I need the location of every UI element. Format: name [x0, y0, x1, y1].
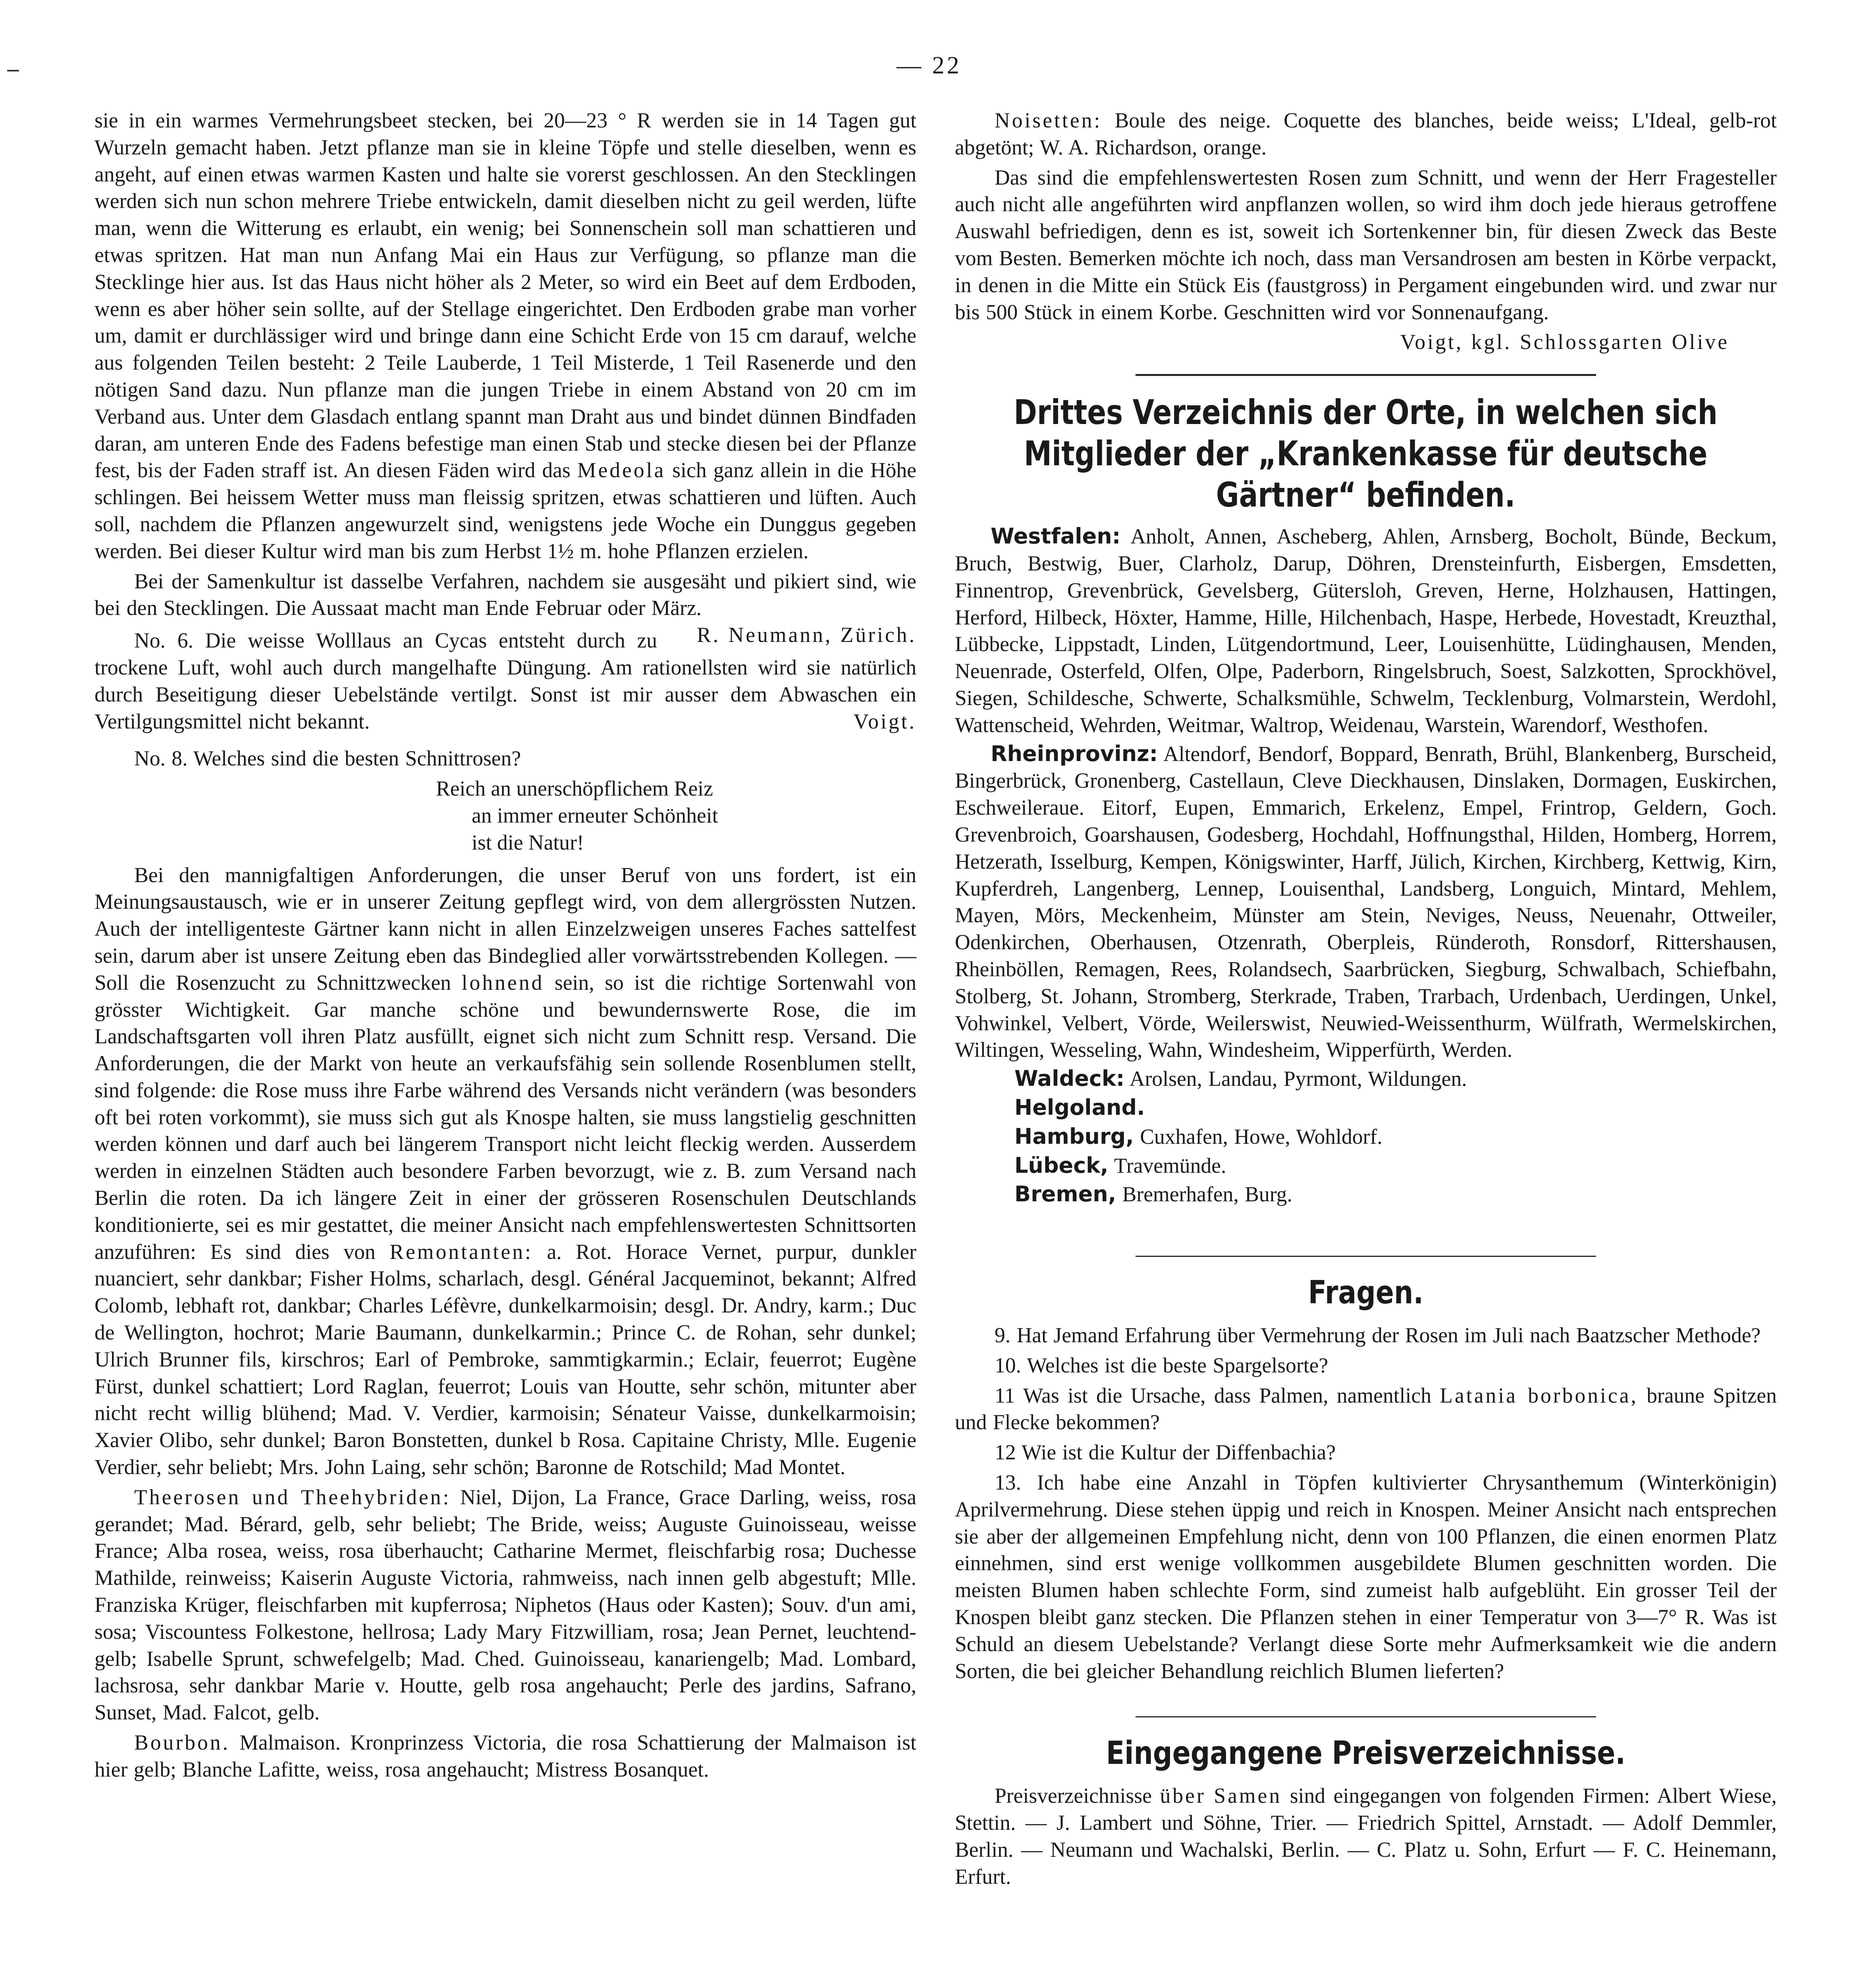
- region-helgoland: Helgoland.: [1014, 1095, 1145, 1120]
- author-signature: R. Neumann, Zürich.: [697, 623, 916, 647]
- section-heading-fragen: Fragen.: [1308, 1274, 1424, 1311]
- plant-name-latania: Latania borbonica,: [1440, 1383, 1638, 1407]
- question-item: 12 Wie ist die Kultur der Diffenbachia?: [995, 1440, 1336, 1465]
- section-divider: [1136, 1256, 1596, 1257]
- region-rheinprovinz: Rheinprovinz: Altendorf, Bendorf, Boppard, Benrath, Brühl, Blankenberg, Burscheid, Bingerbrück, Gronenberg, Castellaun, Cleve Dieckhausen, Dinslaken, Dormagen, Euskirchen, Eschweileraue. Eitorf, Eupen, Emmarich, Erkelenz, Empel, Frintrop, Geldern, Goch. Grevenbroich, Goarshausen, Godesberg, Hochdahl, Hoffnungsthal, Hilden, Homberg, Horrem, Hetzerath, Isselburg, Kempen, Königswinter, Harff, Jülich, Kirchen, Kirchberg, Kettwig, Kirn, Kupferdreh, Langenberg, Lennep, Louisenthal, Landsberg, Longuich, Mintard, Mehlem, Mayen, Mörs, Meckenheim, Münster am Stein, Neviges, Neuss, Neuenahr, Ottweiler, Odenkirchen, Oberhausen, Otzenrath, Oberpleis, Ründeroth, Ronsdorf, Rittershausen, Rheinböllen, Remagen, Rees, Rolandsech, Saarbrücken, Siegburg, Schwalbach, Schiefbahn, Stolberg, St. Johann, Stromberg, Sterkrade, Traben, Trarbach, Urdenbach, Uerdingen, Unkel, Vohwinkel, Velbert, Vörde, Weilerswist, Neuwied-Weissenthurm, Wülfrath, Wermelskirchen, Wiltingen, Wesseling, Wahn, Windesheim, Wipperfürth, Werden.: [955, 741, 1777, 1062]
- region-westfalen: Westfalen: Anholt, Annen, Ascheberg, Ahlen, Arnsberg, Bocholt, Bünde, Beckum, Bruch, Bestwig, Buer, Clarholz, Darup, Döhren, Drensteinfurth, Eisbergen, Emsdetten, Finnentrop, Grevenbrück, Gevelsberg, Gütersloh, Greven, Herne, Holzhausen, Hattingen, Herford, Hilbeck, Höxter, Hamme, Hille, Hilchenbach, Haspe, Herbede, Hovestadt, Kreuzthal, Lübbecke, Lippstadt, Linden, Lütgendortmund, Leer, Louisenhütte, Lüdinghausen, Menden, Neuenrade, Osterfeld, Olfen, Olpe, Paderborn, Ringelsbruch, Soest, Salzkotten, Sprockhövel, Siegen, Schildesche, Schwerte, Schalksmühle, Schwelm, Tecklenburg, Volmarstein, Werdohl, Wattenscheid, Wehrden, Weitmar, Waltrop, Weidenau, Warstein, Warendorf, Westhofen.: [955, 524, 1777, 737]
- region-bremen: Bremen, Bremerhafen, Burg.: [1014, 1181, 1292, 1207]
- schnittrosen-paragraph: Bei den mannigfaltigen Anforderungen, die unser Beruf von uns fordert, ist ein Meinungsaustausch, wie er in unserer Zeitung gepflegt wird, von dem allergrössten Nutzen. Auch der intelligenteste Gärtner kann nicht in allen Einzelzweigen unseres Faches sattelfest sein, darum aber ist unsere Zeitung eben das Bindeglied aller vorwärtsstrebenden Kollegen. — Soll die Rosenzucht zu Schnittzwecken lohnend sein, so ist die richtige Sortenwahl von grösster Wichtigkeit. Gar manche schöne und bewundernswerte Rose, die im Landschaftsgarten voll ihren Platz ausfüllt, eignet sich nicht zum Schnitt resp. Versand. Die Anforderungen, die der Markt von heute an verkaufsfähig sein sollende Rosenblumen stellt, sind folgende: die Rose muss ihre Farbe während des Versands nicht verändern (was besonders oft bei roten vorkommt), sie muss sich gut als Knospe halten, sie muss langstielig geschnitten werden können und darf auch bei längerem Transport nicht leicht fleckig werden. Ausserdem werden in einzelnen Städten auch besondere Farben bevorzugt, wie z. B. zum Versand nach Berlin die roten. Da ich längere Zeit in einer der grösseren Rosenschulen Deutschlands konditionierte, sei es mir gestattet, die meiner Ansicht nach empfehlenswertesten Schnittsorten anzuführen: Es sind dies von Remontanten: a. Rot. Horace Vernet, purpur, dunkler nuanciert, sehr dankbar; Fisher Holms, scharlach, desgl. Général Jacqueminot, bekannt; Alfred Colomb, lebhaft rot, dankbar; Charles Léfèvre, dunkelkarmoisin; desgl. Dr. Andry, karm.; Duc de Wellington, hochrot; Marie Baumann, dunkelkarmin.; Prince C. de Rohan, sehr dunkel; Ulrich Brunner fils, kirschros; Earl of Pembroke, sammtigkarmin.; Eclair, feuerrot; Eugène Fürst, dunkel schattiert; Lord Raglan, feuerrot; Louis van Houtte, sehr schön, mitunter aber nicht recht willig blühend; Mad. V. Verdier, karmoisin; Sénateur Vaisse, dunkelkarmoisin; Xavier Olibo, sehr dunkel; Baron Bonstetten, dunkel b Rosa. Capitaine Christy, Mlle. Eugenie Verdier, sehr beliebt; Mrs. John Laing, sehr schön; Baronne de Rotschild; Mad Montet.: [94, 863, 917, 1479]
- right-column: [955, 107, 1777, 1894]
- question-item: 10. Welches ist die beste Spargelsorte?: [995, 1353, 1328, 1377]
- theerosen-paragraph: Theerosen und Theehybriden: Niel, Dijon, La France, Grace Darling, weiss, rosa gerandet; Mad. Bérard, gelb, sehr beliebt; The Bride, weiss; Auguste Guinoisseau, weisse France; Alba rosea, weiss, rosa überhaucht; Catharine Mermet, fleischfarbig rosa; Duchesse Mathilde, reinweiss; Kaiserin Auguste Victoria, rahmweiss, nach innen gelb abgestuft; Mlle. Franziska Krüger, fleischfarben mit kupferrosa; Niphetos (Haus oder Kasten); Souv. d'un ami, sosa; Viscountess Folkestone, hellrosa; Lady Mary Fitzwilliam, rosa; Jean Pernet, leuchtend-gelb; Isabelle Sprunt, schwefelgelb; Mad. Ched. Guinoisseau, kanariengelb; Mad. Lombard, lachsrosa, sehr dankbar Marie v. Houtte, gelb rosa angehaucht; Perle des jardins, Safrano, Sunset, Mad. Falcot, gelb.: [94, 1485, 916, 1725]
- question-item: 13. Ich habe eine Anzahl in Töpfen kultivierter Chrysanthemum (Winterkönigin) Aprilvermehrung. Diese stehen üppig und reich in Knospen. Meiner Ansicht nach entsprechen sie aber der allgemeinen Empfehlung nicht, denn von 100 Pflanzen, die einen enormen Platz einnehmen, sind erst wenige vollkommen ausgebildete Blumen geschnitten worden. Die meisten Blumen haben schlechte Form, sind zumeist halb aufgeblüht. Ein grosser Teil der Knospen bleibt ganz stecken. Die Pflanzen stehen in einer Temperatur von 3—7° R. Was ist Schuld an diesem Uebelstande? Verlangt diese Sorte mehr Aufmerksamkeit wie die andern Sorten, die bei gleicher Behandlung reichlich Blumen lieferten?: [955, 1470, 1777, 1683]
- verse-quote: [436, 775, 916, 856]
- region-hamburg: Hamburg, Cuxhafen, Howe, Wohldorf.: [1014, 1124, 1382, 1149]
- verse-line: ist die Natur!: [472, 830, 584, 854]
- section-divider: [1136, 374, 1596, 376]
- author-signature: Voigt.: [853, 709, 916, 733]
- region-luebeck: Lübeck, Travemünde.: [1014, 1152, 1226, 1178]
- medeola-culture-paragraph: sie in ein warmes Vermehrungsbeet stecken, bei 20—23 ° R werden sie in 14 Tagen gut Wurzeln gemacht haben. Jetzt pflanze man sie in kleine Töpfe und stelle dieselben, wenn es angeht, auf einen etwas warmen Kasten und halte sie vorerst geschlossen. An den Stecklingen werden sich nun schon mehrere Triebe entwickeln, damit dieselben nicht zu geil werden, lüfte man, wenn die Witterung es erlaubt, ein wenig; bei Sonnenschein soll man schattieren und etwas spritzen. Hat man nun Anfang Mai ein Haus zur Verfügung, so pflanze man die Stecklinge hier aus. Ist das Haus nicht höher als 2 Meter, so wird ein Beet auf dem Erdboden, wenn es aber höher sein sollte, auf der Stellage eingerichtet. Den Erdboden grabe man vorher um, damit er durchlässiger wird und bringe dann eine Schicht Erde von 15 cm darauf, welche aus folgenden Teilen besteht: 2 Teile Lauberde, 1 Teil Misterde, 1 Teil Rasenerde und den nötigen Sand dazu. Nun pflanze man die jungen Triebe in einem Abstand von 20 cm im Verband aus. Unter dem Glasdach entlang spannt man Draht aus und bindet dünnen Bindfaden daran, am unteren Ende des Fadens befestige man einen Stab und stecke diesen bei der Pflanze fest, bis der Faden straff ist. An diesen Fäden wird das Medeola sich ganz allein in die Höhe schlingen. Bei heissem Wetter muss man fleissig spritzen, etwas schattieren und lüften. Auch soll, nachdem die Pflanzen angewurzelt sind, wenigstens jede Woche ein Dunggus gegeben werden. Bei dieser Kultur wird man bis zum Herbst 1½ m. hohe Pflanzen erzielen.: [94, 108, 916, 563]
- questions-list: [955, 1322, 1777, 1684]
- seed-culture-paragraph: Bei der Samenkultur ist dasselbe Verfahren, nachdem sie ausgesäht und pikiert sind, wie bei den Stecklingen. Die Aussaat macht man Ende Februar oder März. R. Neumann, Zürich.: [94, 568, 916, 622]
- closing-paragraph: Das sind die empfehlenswertesten Rosen zum Schnitt, und wenn der Herr Fragesteller auch nicht alle angeführten wird anpflanzen wollen, so wird ihm doch jede hieraus getroffene Auswahl befriedigen, denn es ist, soweit ich Sortenkenner bin, für diesen Zweck das Beste vom Besten. Bemerken möchte ich noch, dass man Versandrosen am besten in Körbe verpackt, in denen in die Mitte ein Stück Eis (faustgross) in Pergament eingebunden wird. und zwar nur bis 500 Stück in einem Korbe. Geschnitten wird vor Sonnenaufgang.: [955, 165, 1777, 324]
- section-divider: [1136, 1716, 1596, 1717]
- page-number: — 22: [897, 52, 962, 79]
- question-item: 11 Was ist die Ursache, dass Palmen, namentlich Latania borbonica, braune Spitzen und Flecke bekommen?: [955, 1383, 1777, 1434]
- question-item: 9. Hat Jemand Erfahrung über Vermehrung der Rosen im Juli nach Baatzscher Methode?: [995, 1323, 1761, 1347]
- location-list: [955, 523, 1777, 1208]
- section-heading-preisverzeichnisse: Eingegangene Preisverzeichnisse.: [1106, 1734, 1626, 1772]
- noisetten-paragraph: Noisetten: Boule des neige. Coquette des blanches, beide weiss; L'Ideal, gelb-rot abgetönt; W. A. Richardson, orange.: [955, 108, 1777, 159]
- region-waldeck: Waldeck: Arolsen, Landau, Pyrmont, Wildungen.: [1014, 1066, 1467, 1091]
- margin-mark: [7, 70, 19, 71]
- author-signature: Voigt, kgl. Schlossgarten Olive: [1400, 330, 1729, 354]
- section-heading-verzeichnis: Drittes Verzeichnis der Orte, in welchen sich Mitglieder der „Krankenkasse für deutsche Gärtner“ befinden.: [1014, 393, 1718, 515]
- left-column: [94, 107, 916, 1786]
- price-lists-paragraph: Preisverzeichnisse über Samen sind eingegangen von folgenden Firmen: Albert Wiese, Stettin. — J. Lambert und Söhne, Trier. — Friedrich Spittel, Arnstadt. — Adolf Demmler, Berlin. — Neumann und Wachalski, Berlin. — C. Platz u. Sohn, Erfurt — F. C. Heinemann, Erfurt.: [955, 1784, 1777, 1889]
- verse-line: an immer erneuter Schönheit: [472, 803, 718, 827]
- bourbon-paragraph: Bourbon. Malmaison. Kronprinzess Victoria, die rosa Schattierung der Malmaison ist hier gelb; Blanche Lafitte, weiss, rosa angehaucht; Mistress Bosanquet.: [94, 1731, 916, 1781]
- answer-no6-paragraph: No. 6. Die weisse Wolllaus an Cycas entsteht durch zu trockene Luft, wohl auch durch mangelhafte Düngung. Am rationellsten wird sie natürlich durch Beseitigung dieser Uebelstände vertilgt. Sonst ist mir ausser dem Abwaschen ein Vertilgungsmittel nicht bekannt. Voigt.: [94, 627, 916, 735]
- question-no8: No. 8. Welches sind die besten Schnittrosen?: [134, 746, 521, 771]
- verse-line: Reich an unerschöpflichem Reiz: [436, 777, 713, 801]
- plant-name-medeola: Medeola: [577, 458, 666, 482]
